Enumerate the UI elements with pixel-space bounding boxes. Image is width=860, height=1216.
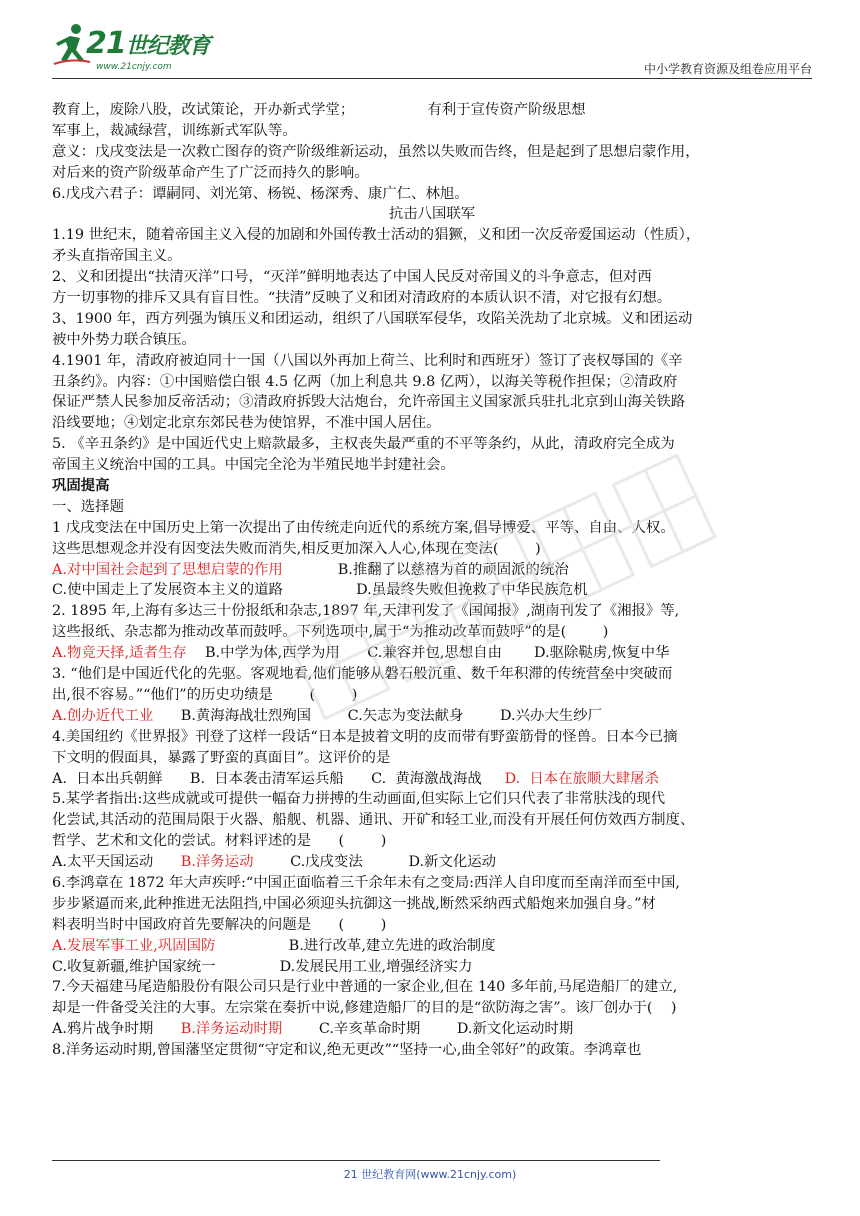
text-line bbox=[52, 204, 812, 225]
text-segment: 矛头直指帝国主义。 bbox=[52, 248, 182, 265]
text-line bbox=[52, 434, 812, 455]
header-divider bbox=[52, 78, 812, 79]
text-segment: C.辛亥革命时期 D.新文化运动时期 bbox=[282, 1021, 574, 1038]
text-line bbox=[52, 685, 812, 706]
text-line bbox=[52, 100, 812, 121]
text-segment: 军事上，裁减绿营，训练新式军队等。 bbox=[52, 122, 297, 139]
text-line bbox=[52, 1040, 812, 1061]
text-line bbox=[52, 351, 812, 372]
text-line bbox=[52, 267, 812, 288]
text-segment: 5.某学者指出:这些成就或可提供一幅奋力拼搏的生动画面,但实际上它们只代表了非常肤浅的现代 bbox=[52, 791, 666, 808]
text-segment: 对后来的资产阶级革命产生了广泛而持久的影响。 bbox=[52, 164, 369, 181]
text-segment: B.推翻了以慈禧为首的顽固派的统治 bbox=[282, 561, 569, 578]
document-body bbox=[52, 100, 812, 1061]
text-line bbox=[52, 476, 812, 497]
text-line bbox=[52, 246, 812, 267]
footer-source[interactable]: 21 世纪教育网(www.21cnjy.com) bbox=[343, 1168, 517, 1181]
text-segment: 4.美国纽约《世界报》刊登了这样一段话“日本是披着文明的皮而带有野蛮筋骨的怪兽。日本今已摘 bbox=[52, 728, 678, 745]
text-segment: 巩固提高 bbox=[52, 477, 110, 495]
text-line bbox=[52, 539, 812, 560]
text-line bbox=[52, 225, 812, 246]
text-line bbox=[52, 497, 812, 518]
text-segment: 1.19 世纪末，随着帝国主义入侵的加剧和外国传教士活动的猖獗，义和团一次反帝爱国运动（性质）， bbox=[52, 227, 701, 244]
text-segment: 步步紧逼而来,此种推进无法阻挡,中国必须迎头抗御这一挑战,断然采纳西式船炮来加强自身。”材 bbox=[52, 895, 656, 912]
text-segment: 沿线要地；④划定北京东郊民巷为使馆界，不准中国人居住。 bbox=[52, 415, 441, 432]
text-segment: 2、义和团提出“扶清灭洋”口号，“灭洋”鲜明地表达了中国人民反对帝国义的斗争意志，但对西 bbox=[52, 269, 652, 286]
text-line bbox=[52, 142, 812, 163]
text-line bbox=[52, 727, 812, 748]
text-line bbox=[52, 121, 812, 142]
text-line bbox=[52, 977, 812, 998]
text-line bbox=[52, 580, 812, 601]
text-line bbox=[52, 810, 812, 831]
text-segment: 却是一件备受关注的大事。左宗棠在奏折中说,修建造船厂的目的是“欲防海之害”。该厂创办于( ) bbox=[52, 1000, 677, 1017]
text-segment: 保证严禁人民参加反帝活动；③清政府拆毁大沽炮台，允许帝国主义国家派兵驻扎北京到山海关铁路 bbox=[52, 394, 686, 411]
text-segment: A.太平天国运动 bbox=[52, 854, 181, 871]
site-logo[interactable] bbox=[52, 22, 222, 74]
text-segment: 出,很不容易。”“他们”的历史功绩是 ( ) bbox=[52, 686, 358, 703]
text-line bbox=[52, 413, 812, 434]
text-segment: 料表明当时中国政府首先要解决的问题是 ( ) bbox=[52, 916, 387, 933]
text-segment: 这些报纸、杂志都为推动改革而鼓呼。下列选项中,属于“为推动改革而鼓呼”的是( ) bbox=[52, 624, 609, 641]
text-segment: 3、1900 年，西方列强为镇压义和团运动，组织了八国联军侵华，攻陷关洗劫了北京城。义和团运动 bbox=[52, 310, 693, 327]
answer-option: A.对中国社会起到了思想启蒙的作用 bbox=[52, 561, 283, 578]
logo-wordmark: 21世纪教育 bbox=[86, 26, 210, 61]
text-line bbox=[52, 706, 812, 727]
text-segment: 一、选择题 bbox=[52, 498, 124, 515]
text-segment: C.戊戌变法 D.新文化运动 bbox=[253, 854, 497, 871]
text-line bbox=[52, 288, 812, 309]
text-segment: 6.戊戌六君子：谭嗣同、刘光第、杨锐、杨深秀、康广仁、林旭。 bbox=[52, 185, 469, 202]
text-segment: A.鸦片战争时期 bbox=[52, 1021, 181, 1038]
page-header bbox=[52, 14, 812, 80]
answer-option: B.洋务运动时期 bbox=[180, 1021, 283, 1038]
text-line bbox=[52, 936, 812, 957]
text-segment: B.黄海海战壮烈殉国 C.矢志为变法献身 D.兴办大生纱厂 bbox=[153, 707, 602, 724]
answer-option: B.洋务运动 bbox=[180, 854, 254, 871]
text-segment: 2. 1895 年,上海有多达三十份报纸和杂志,1897 年,天津刊发了《国闻报》,湖南刊发了《湘报》等, bbox=[52, 603, 680, 620]
text-line bbox=[52, 873, 812, 894]
footer-divider bbox=[52, 1160, 660, 1161]
text-line bbox=[52, 769, 812, 790]
text-line bbox=[52, 622, 812, 643]
text-line bbox=[52, 518, 812, 539]
text-line bbox=[52, 163, 812, 184]
text-segment: 6.李鸿章在 1872 年大声疾呼:“中国正面临着三千余年未有之变局:西洋人自印度而至南洋而至中国, bbox=[52, 874, 680, 891]
text-line bbox=[52, 957, 812, 978]
text-segment: 这些思想观念并没有因变法失败而消失,相反更加深入人心,体现在变法( ) bbox=[52, 540, 541, 557]
answer-option: A.创办近代工业 bbox=[52, 707, 154, 724]
answer-option: D. 日本在旅顺大肆屠杀 bbox=[504, 770, 659, 787]
answer-option: A.物竞天择,适者生存 bbox=[52, 645, 187, 662]
text-line bbox=[52, 330, 812, 351]
text-segment: 被中外势力联合镇压。 bbox=[52, 331, 196, 348]
text-line bbox=[52, 998, 812, 1019]
text-line bbox=[52, 455, 812, 476]
text-line bbox=[52, 560, 812, 581]
text-line bbox=[52, 601, 812, 622]
text-line bbox=[52, 643, 812, 664]
text-segment: 3. “他们是中国近代化的先驱。客观地看,他们能够从磐石般沉重、数千年积滞的传统营垒中突破而 bbox=[52, 666, 673, 683]
text-segment: C.收复新疆,维护国家统一 D.发展民用工业,增强经济实力 bbox=[52, 958, 473, 975]
text-line bbox=[52, 789, 812, 810]
text-segment: A. 日本出兵朝鲜 B. 日本袭击清军运兵船 C. 黄海激战海战 bbox=[52, 770, 505, 787]
text-segment: 帝国主义统治中国的工具。中国完全沦为半殖民地半封建社会。 bbox=[52, 457, 455, 474]
text-line bbox=[52, 915, 812, 936]
text-segment: 化尝试,其活动的范围局限于火器、船舰、机器、通讯、开矿和轻工业,而没有开展任何仿效西方制度、 bbox=[52, 812, 695, 829]
text-line bbox=[52, 664, 812, 685]
text-line bbox=[52, 831, 812, 852]
text-line bbox=[52, 894, 812, 915]
text-segment: B.中学为体,西学为用 C.兼容并包,思想自由 D.驱除鞑虏,恢复中华 bbox=[186, 645, 670, 662]
text-segment: 8.洋务运动时期,曾国藩坚定贯彻“守定和议,绝无更改”“坚持一心,曲全邻好”的政策。李鸿章也 bbox=[52, 1042, 642, 1059]
text-segment: C.使中国走上了发展资本主义的道路 D.虽最终失败但挽救了中华民族危机 bbox=[52, 582, 588, 599]
text-line bbox=[52, 1019, 812, 1040]
text-segment: 意义：戊戌变法是一次救亡图存的资产阶级维新运动，虽然以失败而告终，但是起到了思想启蒙作用， bbox=[52, 143, 700, 160]
text-segment: 哲学、艺术和文化的尝试。材料评述的是 ( ) bbox=[52, 833, 387, 850]
text-segment: 方一切事物的排斥又具有盲目性。“扶清”反映了义和团对清政府的本质认识不清，对它报有幻想。 bbox=[52, 290, 672, 307]
text-line bbox=[52, 372, 812, 393]
text-segment: 抗击八国联军 bbox=[388, 206, 476, 223]
text-segment: 4.1901 年，清政府被迫同十一国（八国以外再加上荷兰、比利时和西班牙）签订了丧权辱国的《辛 bbox=[52, 352, 683, 369]
text-line bbox=[52, 748, 812, 769]
platform-name: 中小学教育资源及组卷应用平台 bbox=[643, 62, 812, 76]
text-segment: 7.今天福建马尾造船股份有限公司只是行业中普通的一家企业,但在 140 多年前,马尾造船厂的建立, bbox=[52, 979, 678, 996]
answer-option: A.发展军事工业,巩固国防 bbox=[52, 937, 216, 954]
text-segment: B.进行改革,建立先进的政治制度 bbox=[215, 937, 496, 954]
text-segment: 下文明的假面具，暴露了野蛮的真面目”。这评价的是 bbox=[52, 749, 391, 766]
text-line bbox=[52, 852, 812, 873]
text-segment: 教育上，废除八股，改试策论，开办新式学堂； 有利于宣传资产阶级思想 bbox=[52, 102, 586, 118]
text-line bbox=[52, 392, 812, 413]
text-line bbox=[52, 184, 812, 205]
logo-url: www.21cnjy.com bbox=[96, 62, 172, 72]
text-segment: 丑条约》。内容：①中国赔偿白银 4.5 亿两（加上利息共 9.8 亿两），以海关等税作担保；②清政府 bbox=[52, 373, 678, 390]
text-line bbox=[52, 309, 812, 330]
text-segment: 5. 《辛丑条约》是中国近代史上赔款最多，主权丧失最严重的不平等条约，从此，清政府完全成为 bbox=[52, 436, 675, 453]
text-segment: 1 戊戌变法在中国历史上第一次提出了由传统走向近代的系统方案,倡导博爱、平等、自由、人权。 bbox=[52, 519, 675, 536]
